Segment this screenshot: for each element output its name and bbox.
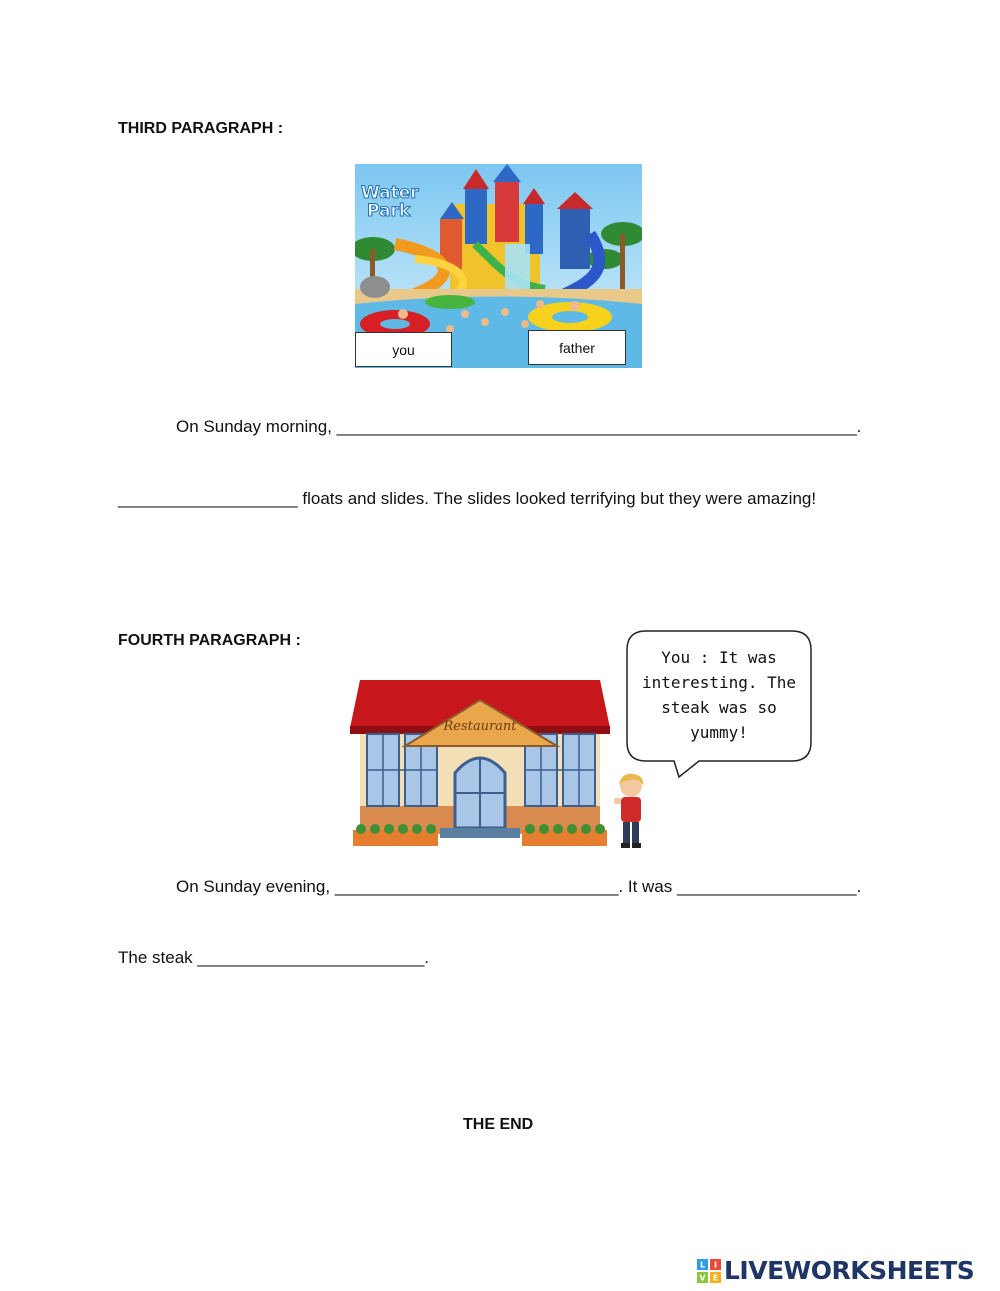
- water-park-logo-line-1: Water: [361, 183, 419, 203]
- water-park-logo-line-2: Park: [367, 201, 411, 221]
- label-father: father: [528, 330, 626, 365]
- fourth-line-1: On Sunday evening, ______________________________. It was ___________________.: [176, 877, 862, 896]
- logo-letter-l: L: [699, 1260, 706, 1269]
- logo-blocks-icon: [697, 1259, 721, 1283]
- restaurant-sign: Restaurant: [443, 719, 517, 734]
- fourth-paragraph-heading: FOURTH PARAGRAPH :: [118, 632, 301, 649]
- fourth-line-2: The steak ________________________.: [118, 948, 430, 967]
- logo-letter-e: E: [712, 1273, 719, 1282]
- label-you: you: [355, 332, 452, 367]
- third-line-1: On Sunday morning, _______________________________________________________.: [176, 417, 862, 436]
- the-end-text: THE END: [463, 1116, 534, 1133]
- restaurant-illustration: [345, 678, 615, 853]
- logo-text: LIVEWORKSHEETS: [724, 1256, 975, 1285]
- speech-bubble-text: You : It was interesting. The steak was so yummy!: [641, 648, 797, 742]
- restaurant-image: [345, 678, 615, 853]
- logo-letter-v: V: [699, 1273, 706, 1282]
- third-line-2: ___________________ floats and slides. The slides looked terrifying but they were amazing!: [118, 489, 817, 508]
- third-paragraph-heading: THIRD PARAGRAPH :: [118, 120, 284, 137]
- boy-figure: [610, 772, 652, 850]
- logo-letter-i: I: [714, 1260, 717, 1269]
- water-park-image: [355, 164, 642, 368]
- liveworksheets-logo: [697, 1256, 974, 1285]
